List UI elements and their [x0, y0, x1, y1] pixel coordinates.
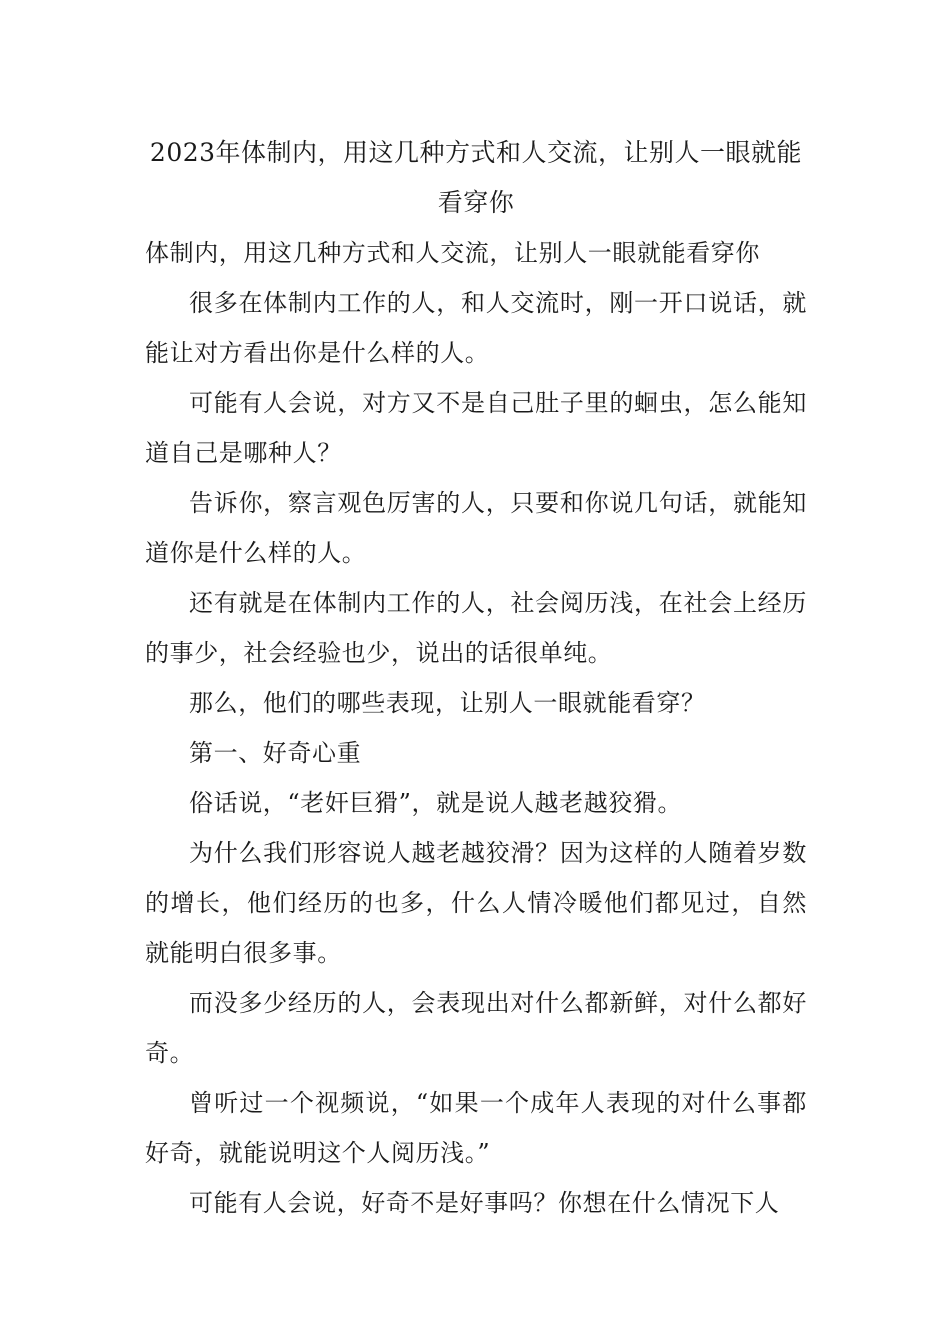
paragraph: 可能有人会说，好奇不是好事吗？你想在什么情况下人	[189, 1189, 780, 1217]
paragraph: 还有就是在体制内工作的人，社会阅历浅，在社会上经历的事少，社会经验也少，说出的话很单纯。	[145, 589, 807, 667]
document-page	[145, 128, 807, 1228]
paragraph: 曾听过一个视频说，“如果一个成年人表现的对什么事都好奇，就能说明这个人阅历浅。”	[145, 1089, 807, 1167]
paragraph: 俗话说，“老奸巨猾”，就是说人越老越狡猾。	[189, 789, 683, 817]
document-title: 2023年体制内，用这几种方式和人交流，让别人一眼就能看穿你	[149, 138, 803, 217]
paragraph: 告诉你，察言观色厉害的人，只要和你说几句话，就能知道你是什么样的人。	[145, 489, 807, 567]
section-heading: 第一、好奇心重	[189, 739, 362, 767]
paragraph: 而没多少经历的人，会表现出对什么都新鲜，对什么都好奇。	[145, 989, 807, 1067]
document-body	[145, 228, 807, 1228]
paragraph: 体制内，用这几种方式和人交流，让别人一眼就能看穿你	[145, 239, 760, 267]
paragraph: 为什么我们形容说人越老越狡滑？因为这样的人随着岁数的增长，他们经历的也多，什么人情冷暖他们都见过，自然就能明白很多事。	[145, 839, 807, 967]
paragraph: 可能有人会说，对方又不是自己肚子里的蛔虫，怎么能知道自己是哪种人？	[145, 389, 807, 467]
paragraph: 那么，他们的哪些表现，让别人一眼就能看穿？	[189, 689, 706, 717]
paragraph: 很多在体制内工作的人，和人交流时，刚一开口说话，就能让对方看出你是什么样的人。	[145, 289, 807, 367]
